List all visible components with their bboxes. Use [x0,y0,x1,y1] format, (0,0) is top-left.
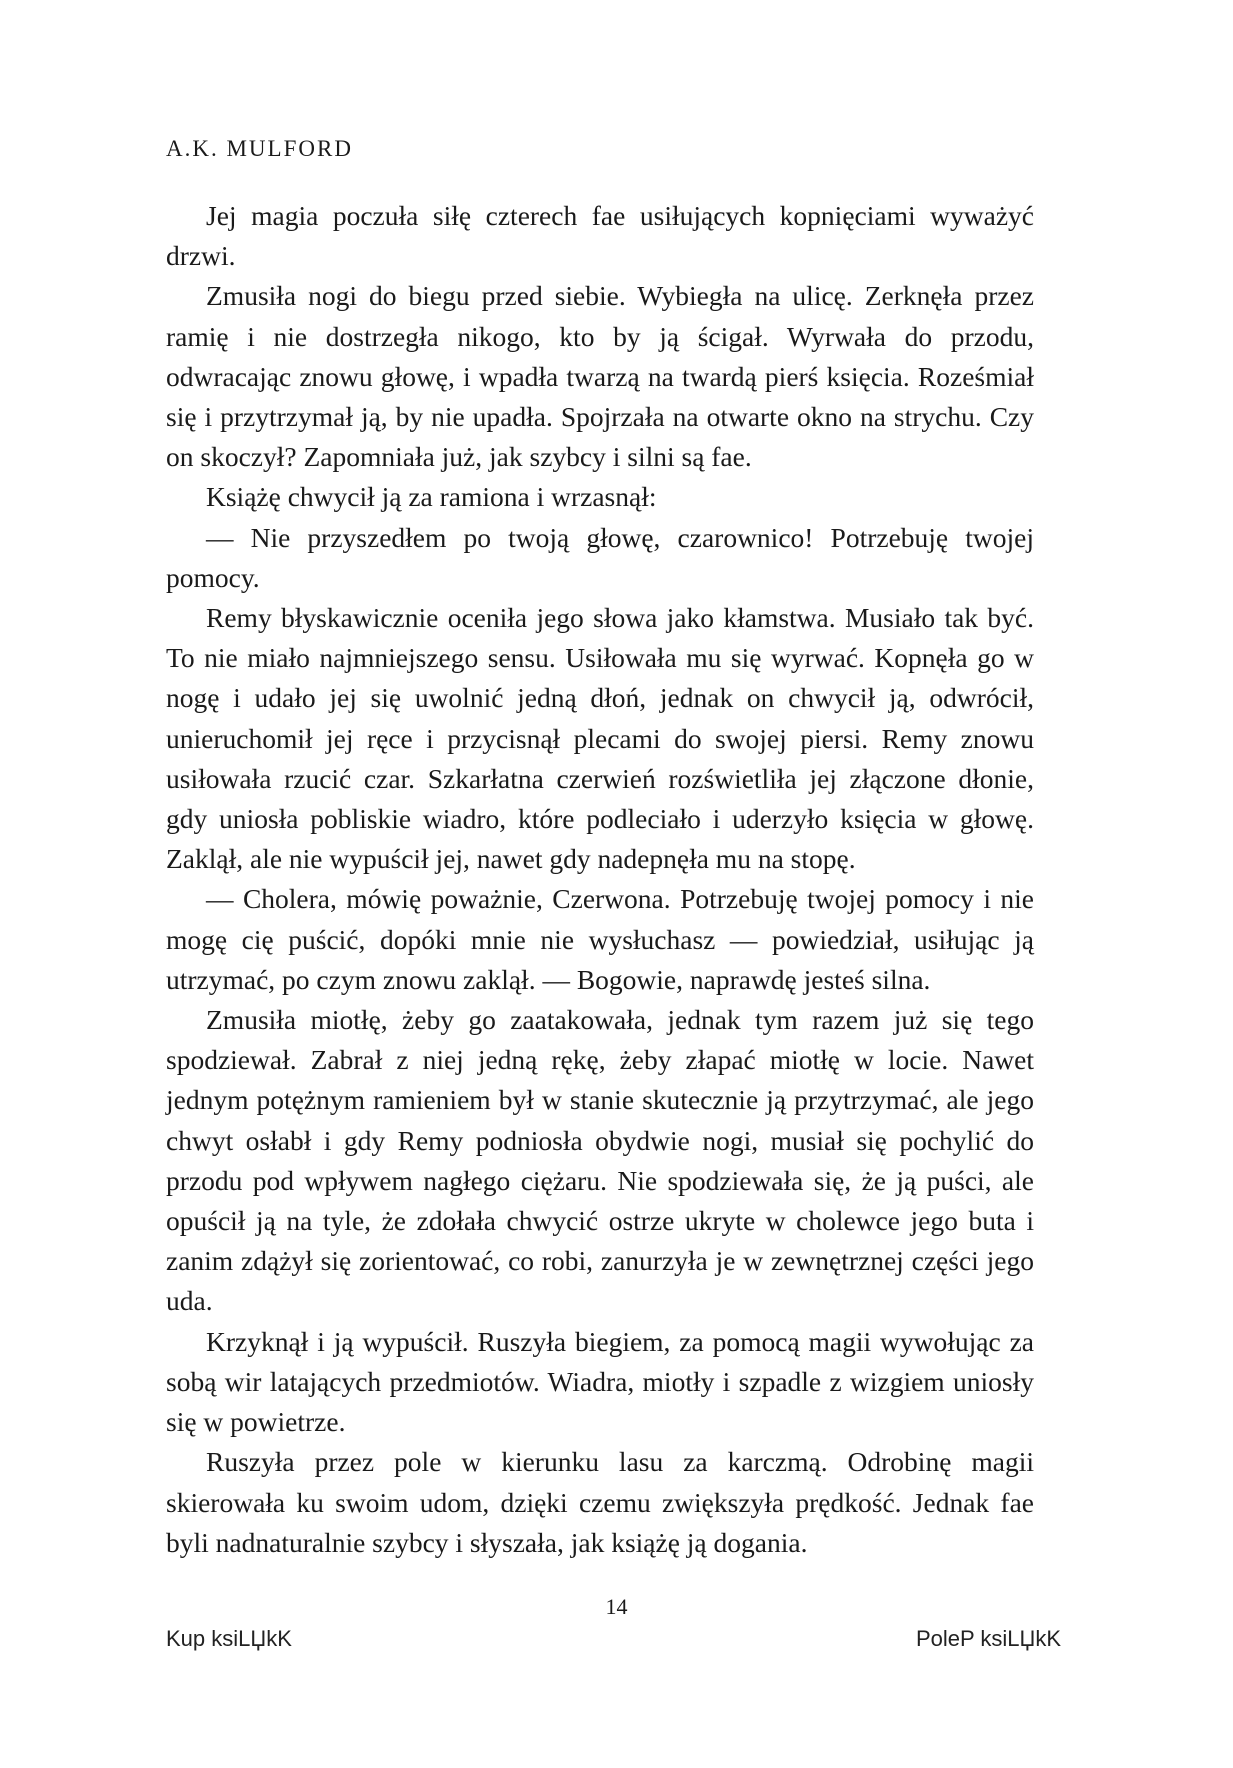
footer-recommend-book-link[interactable]: PoleP ksiLЏkK [915,1626,1061,1651]
paragraph: Jej magia poczuła siłę czterech fae usiłujących kopnięciami wyważyć drzwi. [166,200,1034,272]
paragraph: Książę chwycił ją za ramiona i wrzasnął: [206,481,657,513]
paragraph: — Cholera, mówię poważnie, Czerwona. Potrzebuję twojej pomocy i nie mogę cię puścić, dopóki mnie nie wysłuchasz — powiedział, usiłując ją utrzymać, po czym znowu zaklął. — Bogowie, naprawdę jesteś silna. [166,883,1034,995]
footer-buy-book-link[interactable]: Kup ksiLЏkK [166,1626,292,1651]
paragraph: Krzyknął i ją wypuścił. Ruszyła biegiem, za pomocą magii wywołując za sobą wir latających przedmiotów. Wiadra, miotły i szpadle z wizgiem uniosły się w powietrze. [166,1325,1034,1438]
body-text [166,196,1034,1563]
paragraph: Ruszyła przez pole w kierunku lasu za karczmą. Odrobinę magii skierowała ku swoim udom, dzięki czemu zwiększyła prędkość. Jednak fae byli nadnaturalnie szybcy i słyszała, jak książę ją dogania. [166,1446,1034,1558]
paragraph: Zmusiła nogi do biegu przed siebie. Wybiegła na ulicę. Zerknęła przez ramię i nie dostrzegła nikogo, kto by ją ścigał. Wyrwała do przodu, odwracając znowu głowę, i wpadła twarzą na twardą pierś księcia. Roześmiał się i przytrzymał ją, by nie upadła. Spojrzała na otwarte okno na strychu. Czy on skoczył? Zapomniała już, jak szybcy i silni są fae. [166,280,1034,473]
running-head-author: A.K. MULFORD [166,136,353,161]
paragraph: Zmusiła miotłę, żeby go zaatakowała, jednak tym razem już się tego spodziewał. Zabrał z niej jedną rękę, żeby złapać miotłę w locie. Nawet jednym potężnym ramieniem był w stanie skutecznie ją przytrzymać, ale jego chwyt osłabł i gdy Remy podniosła obydwie nogi, musiał się pochylić do przodu pod wpływem nagłego ciężaru. Nie spodziewała się, że ją puści, ale opuścił ją na tyle, że zdołała chwycić ostrze ukryte w cholewce jego buta i zanim zdążył się zorientować, co robi, zanurzyła je w zewnętrznej części jego uda. [166,1004,1034,1317]
paragraph: — Nie przyszedłem po twoją głowę, czarownico! Potrzebuję twojej pomocy. [166,521,1034,593]
page-number: 14 [605,1594,628,1619]
paragraph: Remy błyskawicznie oceniła jego słowa jako kłamstwa. Musiało tak być. To nie miało najmniejszego sensu. Usiłowała mu się wyrwać. Kopnęła go w nogę i udało jej się uwolnić jedną dłoń, jednak on chwycił ją, odwrócił, unieruchomił jej ręce i przycisnął plecami do swojej piersi. Remy znowu usiłowała rzucić czar. Szkarłatna czerwień rozświetliła jej złączone dłonie, gdy uniosła pobliskie wiadro, które podleciało i uderzyło księcia w głowę. Zaklął, ale nie wypuścił jej, nawet gdy nadepnęła mu na stopę. [166,602,1034,875]
